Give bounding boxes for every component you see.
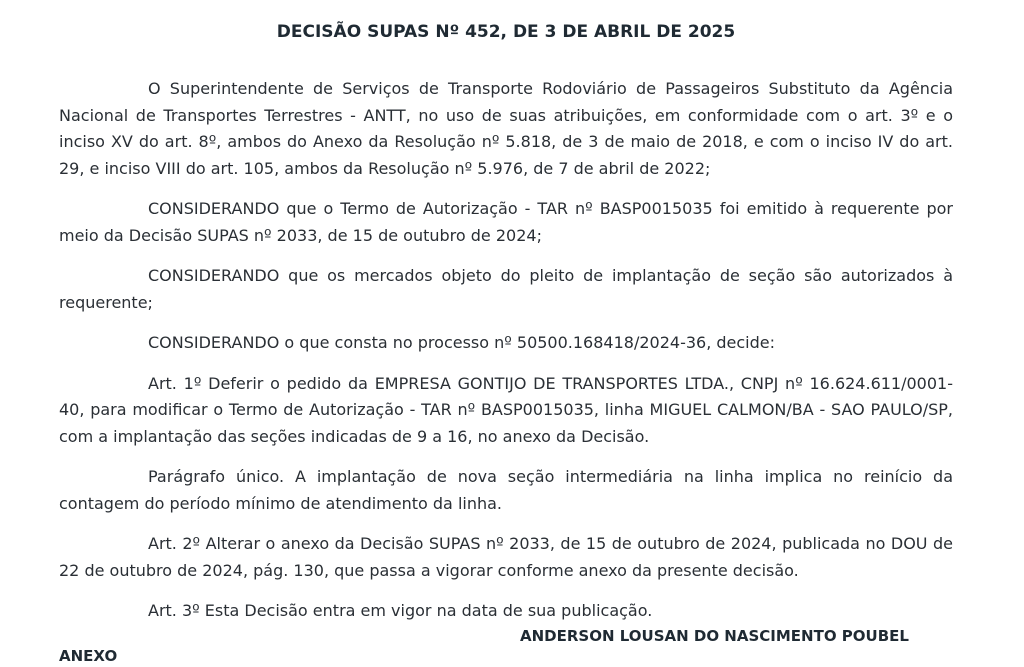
- article-2-paragraph: Art. 2º Alterar o anexo da Decisão SUPAS nº 2033, de 15 de outubro de 2024, publicada no DOU de 22 de outubro de 2024, pág. 130, que passa a vigorar conforme anexo da presente decisão.: [59, 534, 953, 580]
- considerando-paragraph-2: CONSIDERANDO que os mercados objeto do pleito de implantação de seção são autorizados à requerente;: [59, 266, 953, 312]
- sole-paragraph: Parágrafo único. A implantação de nova seção intermediária na linha implica no reinício da contagem do período mínimo de atendimento da linha.: [59, 467, 953, 513]
- considerando-paragraph-1: CONSIDERANDO que o Termo de Autorização - TAR nº BASP0015035 foi emitido à requerente por meio da Decisão SUPAS nº 2033, de 15 de outubro de 2024;: [59, 199, 953, 245]
- annex-heading: ANEXO: [59, 647, 118, 665]
- document-title: DECISÃO SUPAS Nº 452, DE 3 DE ABRIL DE 2025: [276, 22, 736, 42]
- considerando-paragraph-3: CONSIDERANDO o que consta no processo nº 50500.168418/2024-36, decide:: [148, 333, 775, 352]
- preamble-paragraph: O Superintendente de Serviços de Transporte Rodoviário de Passageiros Substituto da Agência Nacional de Transportes Terrestres - ANTT, no uso de suas atribuições, em conformidade com o art. 3º e o inciso XV do art. 8º, ambos do Anexo da Resolução nº 5.818, de 3 de maio de 2018, e com o inciso IV do art. 29, e inciso VIII do art. 105, ambos da Resolução nº 5.976, de 7 de abril de 2022;: [59, 79, 953, 178]
- signature-name: ANDERSON LOUSAN DO NASCIMENTO POUBEL: [520, 627, 909, 645]
- document-body: [59, 76, 953, 639]
- article-1-paragraph: Art. 1º Deferir o pedido da EMPRESA GONTIJO DE TRANSPORTES LTDA., CNPJ nº 16.624.611/0001-40, para modificar o Termo de Autorização - TAR nº BASP0015035, linha MIGUEL CALMON/BA - SAO PAULO/SP, com a implantação das seções indicadas de 9 a 16, no anexo da Decisão.: [59, 373, 953, 446]
- article-3-paragraph: Art. 3º Esta Decisão entra em vigor na data de sua publicação.: [148, 601, 653, 620]
